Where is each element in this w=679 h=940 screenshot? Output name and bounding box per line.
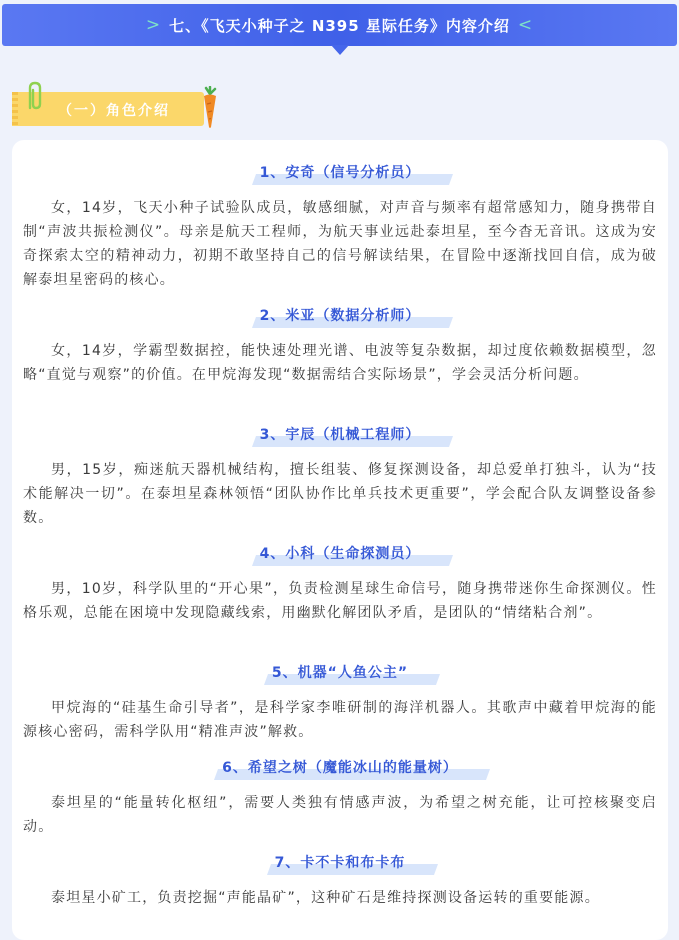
- section-label: （一）角色介绍: [58, 103, 170, 119]
- role-title: 1、安奇（信号分析员）: [254, 162, 427, 182]
- role-title: 4、小科（生命探测员）: [254, 543, 427, 563]
- role-item: [12, 662, 668, 744]
- paperclip-icon: [24, 80, 46, 114]
- role-title: 5、机器“人鱼公主”: [266, 662, 414, 682]
- role-description: 甲烷海的“硅基生命引导者”，是科学家李唯研制的海洋机器人。其歌声中藏着甲烷海的能源核心密码，需科学队用“精准声波”解救。: [23, 700, 657, 740]
- role-title: 6、希望之树（魔能冰山的能量树）: [216, 757, 464, 777]
- chevron-left-icon: <: [517, 15, 534, 35]
- chevron-right-icon: >: [145, 15, 162, 35]
- role-item: [12, 305, 668, 387]
- role-item: [12, 424, 668, 530]
- role-item: [12, 852, 668, 910]
- role-description: 男，15岁，痴迷航天器机械结构，擅长组装、修复探测设备，却总爱单打独斗，认为“技术能解决一切”。在泰坦星森林领悟“团队协作比单兵技术更重要”，学会配合队友调整设备参数。: [23, 462, 657, 526]
- role-description: 泰坦星的“能量转化枢纽”，需要人类独有情感声波，为希望之树充能，让可控核聚变启动。: [23, 795, 657, 835]
- chapter-title: 七、《飞天小种子之 N395 星际任务》内容介绍: [169, 16, 510, 35]
- role-description: 女，14岁，飞天小种子试验队成员，敏感细腻，对声音与频率有超常感知力，随身携带自制“声波共振检测仪”。母亲是航天工程师，为航天事业远赴泰坦星，至今杳无音讯。这成为安奇探索太空的精神动力，初期不敢坚持自己的信号解读结果，在冒险中逐渐找回自信，成为破解泰坦星密码的核心。: [23, 200, 657, 288]
- roles-card: [12, 140, 668, 940]
- role-description: 女，14岁，学霸型数据控，能快速处理光谱、电波等复杂数据，却过度依赖数据模型，忽略“直觉与观察”的价值。在甲烷海发现“数据需结合实际场景”，学会灵活分析问题。: [23, 343, 657, 383]
- role-item: [12, 543, 668, 625]
- role-title: 3、宇辰（机械工程师）: [254, 424, 427, 444]
- role-title: 7、卡不卡和布卡布: [269, 852, 412, 872]
- role-description: 泰坦星小矿工，负责挖掘“声能晶矿”，这种矿石是维持探测设备运转的重要能源。: [51, 890, 600, 906]
- role-description: 男，10岁，科学队里的“开心果”，负责检测星球生命信号，随身携带迷你生命探测仪。性格乐观，总能在困境中发现隐藏线索，用幽默化解团队矛盾，是团队的“情绪粘合剂”。: [23, 581, 657, 621]
- role-item: [12, 757, 668, 839]
- role-item: [12, 162, 668, 292]
- role-title: 2、米亚（数据分析师）: [254, 305, 427, 325]
- chapter-banner: [2, 4, 677, 46]
- carrot-icon: [196, 86, 224, 130]
